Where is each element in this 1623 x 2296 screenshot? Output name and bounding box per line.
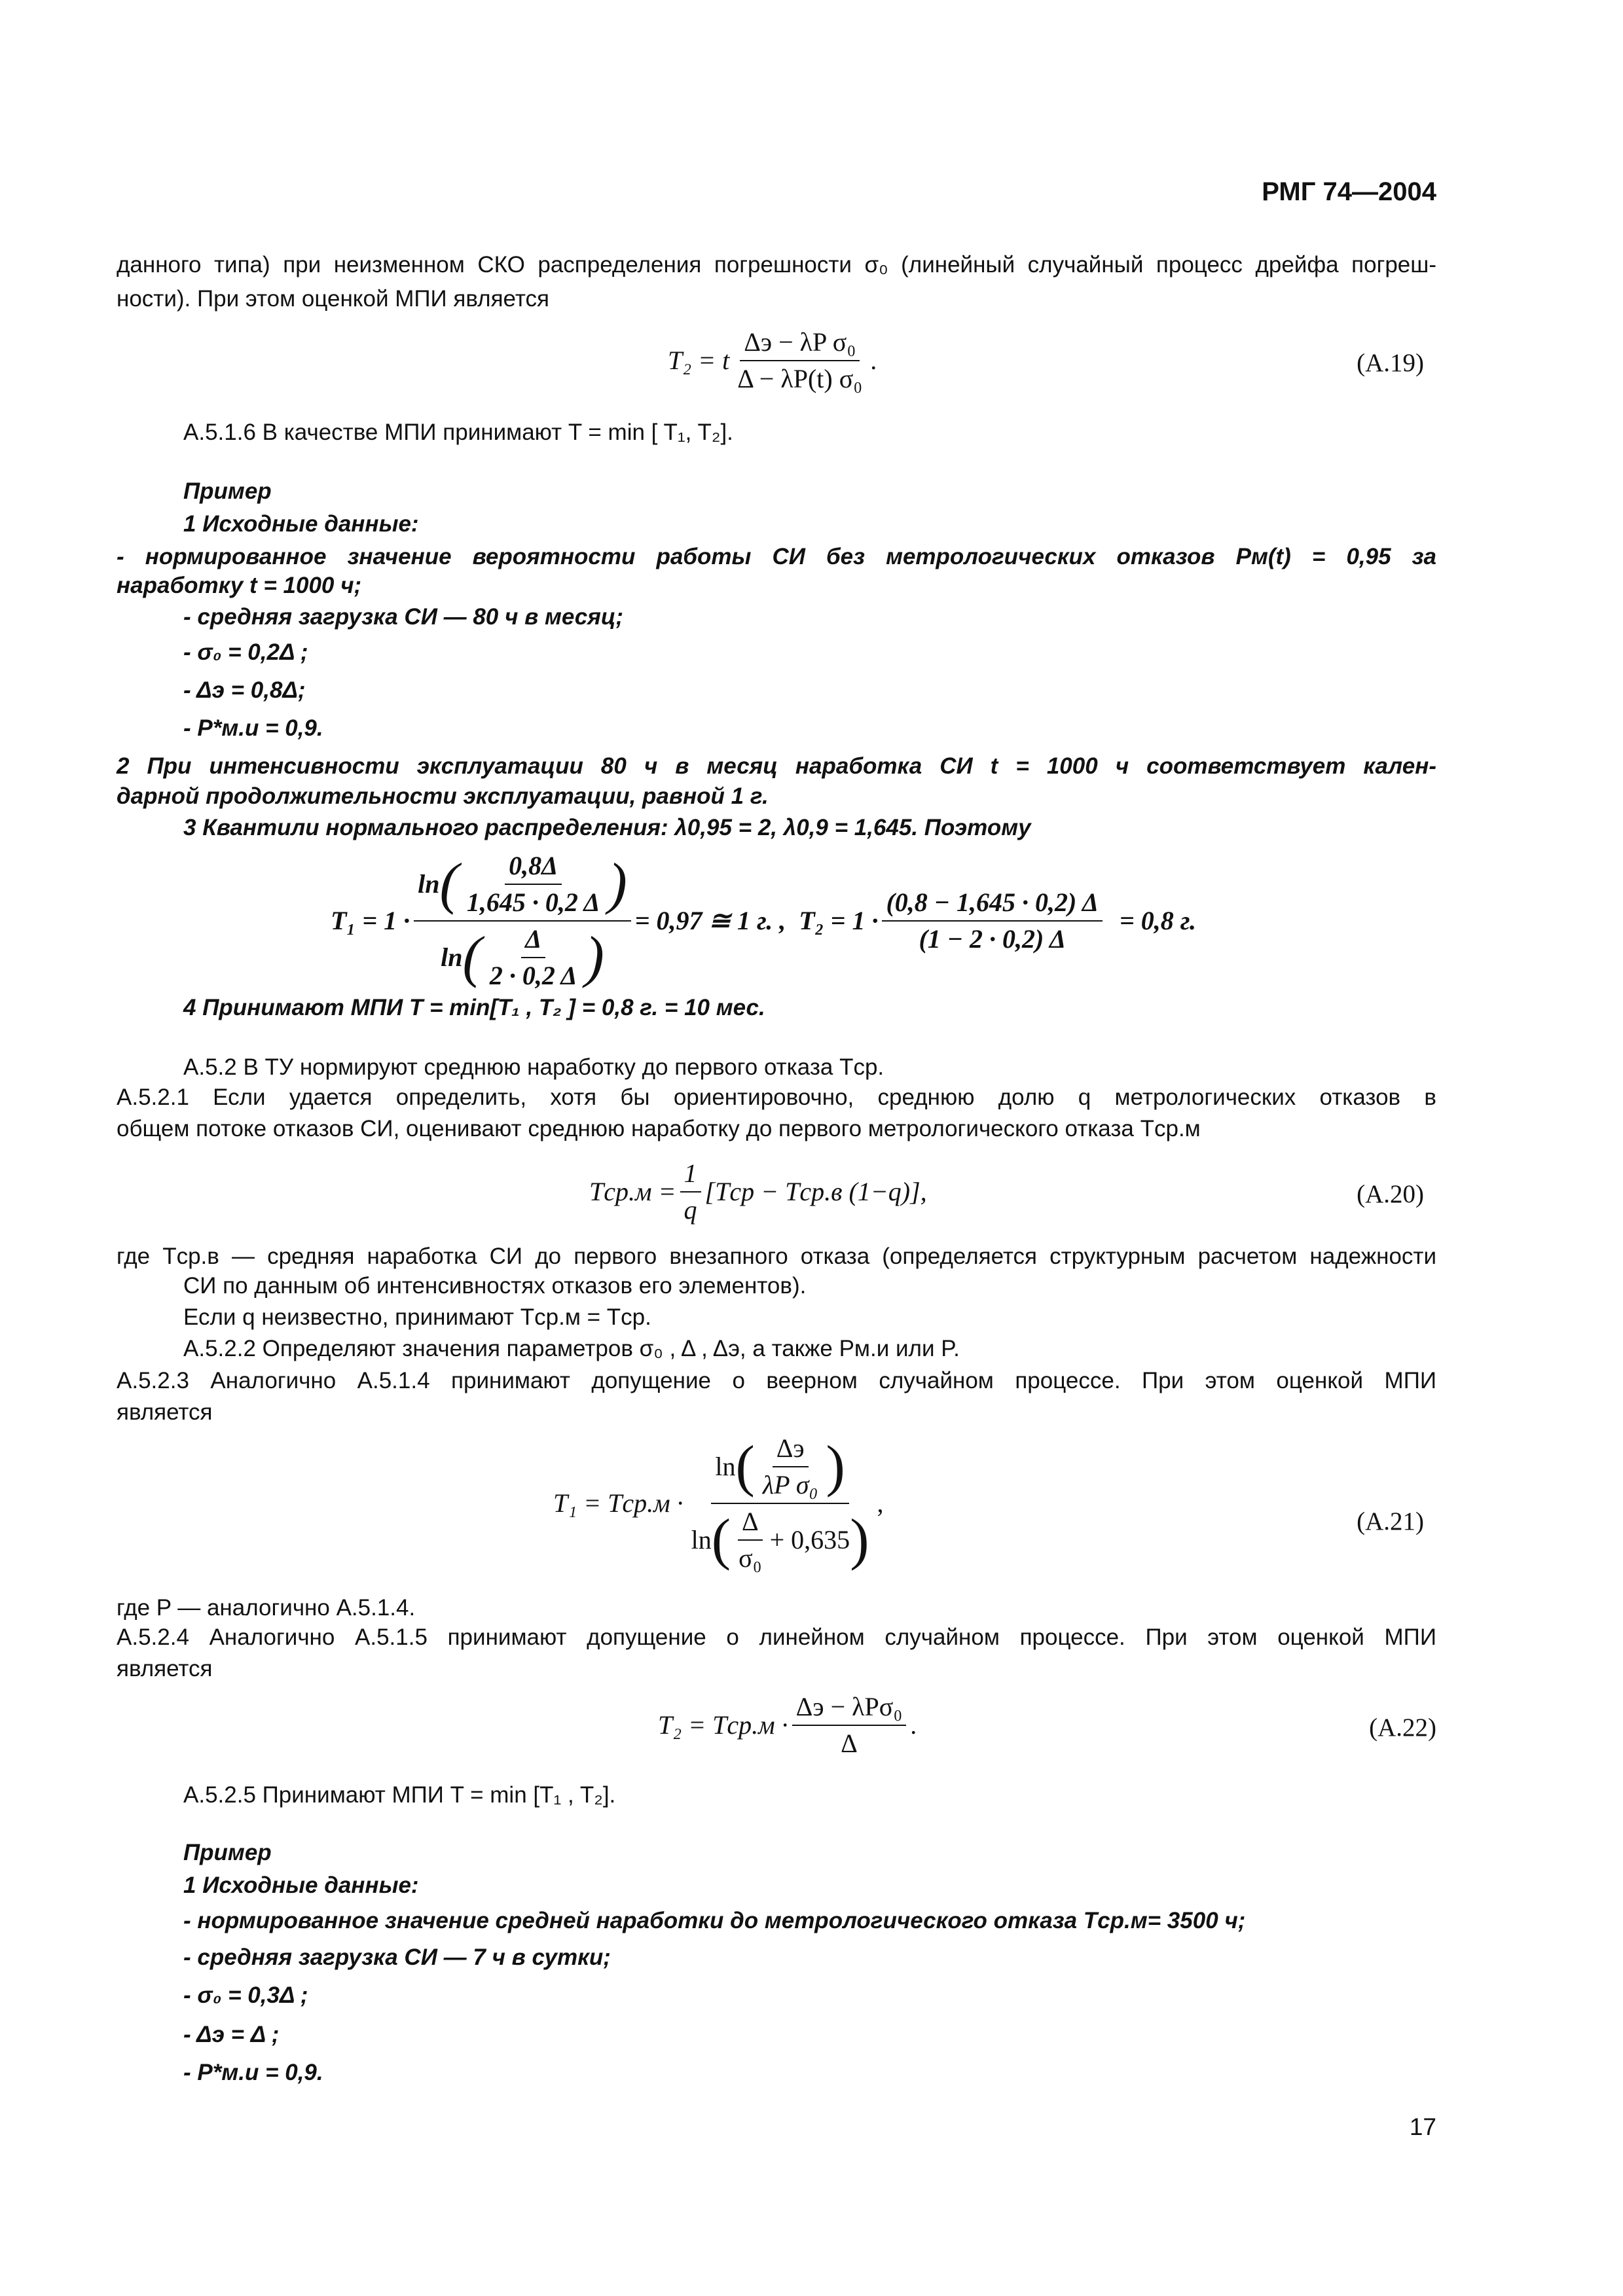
t1-den-inner-fraction <box>486 924 581 991</box>
eq-a21-den-parenthesis: ( $\frac{\Delta}{\text{σ₀}}$ + 0,635 ) <box>711 1507 869 1573</box>
where-p: где P — аналогично А.5.1.4. <box>117 1595 416 1621</box>
page-number: 17 <box>1409 2113 1436 2140</box>
example1-heading: Пример <box>183 478 272 504</box>
para-a516: А.5.1.6 В качестве МПИ принимают T = min [ T₁, T₂]. <box>183 420 733 445</box>
intro-line-2: ности). При этом оценкой МПИ является <box>117 286 549 312</box>
para-if-q-unknown: Если q неизвестно, принимают Tср.м = Tср. <box>183 1304 651 1330</box>
eq-a20-lhs: Tср.м = <box>589 1177 676 1206</box>
t1-num-inner-fraction <box>463 851 604 918</box>
eq-a22-fraction <box>792 1692 907 1759</box>
eq-a21-num-inner-fraction <box>759 1433 822 1500</box>
example2-bullet-5: - P*м.и = 0,9. <box>183 2060 323 2085</box>
t1-den-inner-numerator: Δ <box>521 924 545 958</box>
document-code: РМГ 74—2004 <box>1262 177 1436 206</box>
eq-a21-den-inner-numerator: Δ <box>738 1507 763 1541</box>
eq-a20-numerator: 1 <box>680 1158 701 1193</box>
t1-main-denominator <box>437 922 608 991</box>
eq-a21-num-parenthesis: ( $\frac{\Delta э}{\text{λP σ₀}}$ ) <box>735 1433 845 1499</box>
t2-result: = 0,8 г. <box>1119 906 1196 935</box>
eq-a21-den-inner-fraction <box>735 1507 766 1573</box>
example1-bullet-3: - σ₀ = 0,2Δ ; <box>183 639 308 665</box>
equation-a20-label: (А.20) <box>1357 1180 1424 1208</box>
example1-item-1: 1 Исходные данные: <box>183 511 419 537</box>
equation-a21-label: (А.21) <box>1357 1507 1424 1535</box>
eq-a22-denominator: Δ <box>841 1729 858 1758</box>
eq-a21-lhs: T₁ = Tср.м · <box>553 1488 684 1518</box>
eq-a22-lhs: T₂ = Tср.м · <box>658 1710 788 1740</box>
example1-bullet-1-line-2: наработку t = 1000 ч; <box>117 573 362 598</box>
t2-fraction <box>882 888 1102 954</box>
equation-a21 <box>553 1433 884 1573</box>
equation-a22 <box>658 1692 917 1759</box>
t2-denominator: (1 − 2 · 0,2) Δ <box>919 924 1066 954</box>
example1-item-3: 3 Квантили нормального распределения: λ0,95 = 2, λ0,9 = 1,645. Поэтому <box>183 815 1031 840</box>
equation-a19 <box>668 327 877 394</box>
eq-a22-tail: . <box>910 1710 917 1740</box>
t1-main-numerator <box>414 851 631 922</box>
equation-a22-label: (А.22) <box>1369 1713 1436 1742</box>
example2-bullet-1: - нормированное значение средней наработки до метрологического отказа Tср.м= 3500 ч; <box>183 1908 1246 1933</box>
para-a52: А.5.2 В ТУ нормируют среднюю наработку до первого отказа Tср. <box>183 1054 884 1080</box>
ln-label: ln <box>691 1525 712 1554</box>
para-a523-line-2: является <box>117 1399 213 1425</box>
t1-num-parenthesis: ( $\frac{0,8\Delta}{1,645 \cdot 0,2 \Delta}$ ) <box>439 851 627 917</box>
example1-item-4: 4 Принимают МПИ T = min[T₁ , T₂ ] = 0,8 г. = 10 мес. <box>183 995 765 1020</box>
example2-bullet-4: - Δэ = Δ ; <box>183 2022 280 2047</box>
eq-a20-rhs: [Tср − Tср.в (1−q)], <box>704 1177 927 1206</box>
eq-a20-fraction <box>680 1158 701 1225</box>
para-a522: А.5.2.2 Определяют значения параметров σ₀ , Δ , Δэ, а также Pм.и или P. <box>183 1336 960 1361</box>
eq-a21-main-denominator <box>687 1504 873 1573</box>
example2-item-1: 1 Исходные данные: <box>183 1873 419 1898</box>
eq-a19-lhs: T₂ = t <box>668 346 730 375</box>
t1-den-parenthesis: ( $\frac{\Delta}{2 \cdot 0,2 \Delta}$ ) <box>462 924 604 990</box>
example2-bullet-2: - средняя загрузка СИ — 7 ч в сутки; <box>183 1945 611 1970</box>
para-a524-line-2: является <box>117 1656 213 1681</box>
eq-a21-tail: , <box>877 1488 884 1518</box>
eq-a21-num-inner-numerator: Δэ <box>773 1433 809 1467</box>
where-tcpv-line-2: СИ по данным об интенсивностях отказов его элементов). <box>183 1273 807 1299</box>
t1-den-inner-denominator: 2 · 0,2 Δ <box>489 961 577 990</box>
example1-bullet-1-line-1: - нормированное значение вероятности работы СИ без метрологических отказов Pм(t) = 0,95 за <box>117 544 1436 569</box>
eq-a20-denominator: q <box>684 1195 697 1225</box>
eq-a19-tail: . <box>870 346 877 375</box>
ln-label: ln <box>418 869 440 899</box>
eq-a21-main-numerator <box>711 1433 848 1504</box>
example1-formula <box>331 851 1196 991</box>
para-a524-line-1: А.5.2.4 Аналогично А.5.1.5 принимают допущение о линейном случайном процессе. При этом оценкой МПИ <box>117 1624 1436 1650</box>
eq-a22-numerator: Δэ − λPσ₀ <box>792 1692 907 1726</box>
example1-bullet-5: - P*м.и = 0,9. <box>183 715 323 741</box>
ln-label: ln <box>715 1452 736 1481</box>
para-a521-line-1: А.5.2.1 Если удается определить, хотя бы ориентировочно, среднюю долю q метрологических отказов в <box>117 1085 1436 1110</box>
equation-a19-label: (А.19) <box>1357 349 1424 377</box>
where-tcpv-line-1: где Tср.в — средняя наработка СИ до первого внезапного отказа (определяется структурным расчетом надежности <box>117 1244 1436 1269</box>
example1-item-2-line-2: дарной продолжительности эксплуатации, равной 1 г. <box>117 783 769 809</box>
t1-lhs: T₁ = 1 · <box>331 906 410 935</box>
example1-bullet-2: - средняя загрузка СИ — 80 ч в месяц; <box>183 604 624 630</box>
example1-item-2-line-1: 2 При интенсивности эксплуатации 80 ч в месяц наработка СИ t = 1000 ч соответствует кален- <box>117 753 1436 779</box>
eq-a21-den-addend: + 0,635 <box>769 1525 850 1554</box>
t2-lhs: T₂ = 1 · <box>799 906 879 935</box>
intro-line-1: данного типа) при неизменном СКО распределения погрешности σ₀ (линейный случайный процесс дрейфа погреш- <box>117 252 1436 278</box>
t2-numerator: (0,8 − 1,645 · 0,2) Δ <box>882 888 1102 922</box>
example1-bullet-4: - Δэ = 0,8Δ; <box>183 677 306 703</box>
eq-a19-fraction <box>733 327 866 394</box>
eq-a21-main-fraction <box>687 1433 873 1573</box>
eq-a19-numerator: Δэ − λP σ₀ <box>740 327 860 361</box>
example2-heading: Пример <box>183 1840 272 1865</box>
equation-a20 <box>589 1158 927 1225</box>
ln-label: ln <box>441 942 463 972</box>
t1-num-inner-numerator: 0,8Δ <box>505 851 562 885</box>
para-a521-line-2: общем потоке отказов СИ, оценивают среднюю наработку до первого метрологического отказа Tср.м <box>117 1116 1201 1141</box>
example2-bullet-3: - σ₀ = 0,3Δ ; <box>183 1982 308 2008</box>
para-a525: А.5.2.5 Принимают МПИ T = min [T₁ , T₂]. <box>183 1782 616 1808</box>
t1-result: = 0,97 ≅ 1 г. , <box>634 906 786 935</box>
t1-num-inner-denominator: 1,645 · 0,2 Δ <box>466 888 600 917</box>
eq-a19-denominator: Δ − λP(t) σ₀ <box>737 364 863 393</box>
eq-a21-den-inner-denominator: σ₀ <box>739 1543 762 1573</box>
t1-main-fraction <box>414 851 631 991</box>
para-a523-line-1: А.5.2.3 Аналогично А.5.1.4 принимают допущение о веерном случайном процессе. При этом оценкой МПИ <box>117 1368 1436 1393</box>
eq-a21-num-inner-denominator: λP σ₀ <box>762 1470 818 1499</box>
